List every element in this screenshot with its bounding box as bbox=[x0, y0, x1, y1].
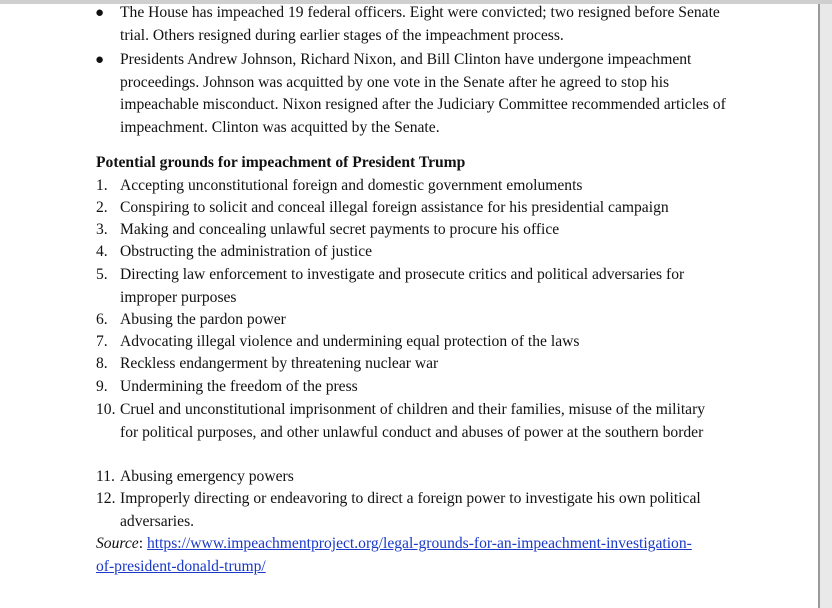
list-text: Improperly directing or endeavoring to direct a foreign power to investigate his own political adversaries. bbox=[120, 490, 701, 530]
source-colon: : bbox=[138, 535, 147, 552]
list-number: 1. bbox=[96, 177, 108, 194]
section-heading: Potential grounds for impeachment of President Trump bbox=[96, 154, 466, 171]
list-item bbox=[96, 264, 720, 309]
source-label: Source bbox=[96, 535, 139, 552]
list-item bbox=[96, 376, 720, 399]
list-text: Obstructing the administration of justice bbox=[120, 243, 373, 260]
bullet-item-house-impeachments bbox=[95, 2, 732, 47]
viewer-gutter bbox=[820, 0, 832, 608]
bullet-text: The House has impeached 19 federal officers. Eight were convicted; two resigned before Senate trial. Others resigned during earlier stages of the impeachment process. bbox=[120, 4, 720, 44]
list-item bbox=[96, 309, 720, 332]
list-number: 3. bbox=[96, 221, 108, 238]
list-text: Abusing the pardon power bbox=[120, 311, 286, 328]
list-item bbox=[96, 488, 720, 533]
list-number: 2. bbox=[96, 199, 108, 216]
list-number: 11. bbox=[96, 468, 115, 485]
list-number: 5. bbox=[96, 266, 108, 283]
list-text: Conspiring to solicit and conceal illegal foreign assistance for his presidential campaign bbox=[120, 199, 669, 216]
list-item bbox=[96, 219, 720, 242]
list-text: Reckless endangerment by threatening nuclear war bbox=[120, 355, 439, 372]
list-number: 8. bbox=[96, 355, 108, 372]
list-item bbox=[96, 353, 720, 376]
bullet-text: Presidents Andrew Johnson, Richard Nixon, and Bill Clinton have undergone impeachment proceedings. Johnson was acquitted by one vote in the Senate after he agreed to stop his impeachable misconduct. Nixon resigned after the Judiciary Committee recommended articles of impeachment. Clinton was acquitted by the Senate. bbox=[120, 51, 726, 136]
bullet-icon: ● bbox=[95, 52, 105, 68]
list-text: Directing law enforcement to investigate and prosecute critics and political adversaries for improper purposes bbox=[120, 266, 685, 306]
list-item bbox=[96, 331, 720, 354]
bullet-item-presidents bbox=[95, 49, 732, 139]
list-text: Undermining the freedom of the press bbox=[120, 378, 358, 395]
list-number: 6. bbox=[96, 311, 108, 328]
list-text: Accepting unconstitutional foreign and domestic government emoluments bbox=[120, 177, 583, 194]
toolbar-edge bbox=[0, 0, 832, 4]
bullet-icon: ● bbox=[95, 5, 105, 21]
list-number: 7. bbox=[96, 333, 108, 350]
list-item bbox=[96, 399, 720, 444]
list-text: Making and concealing unlawful secret payments to procure his office bbox=[120, 221, 560, 238]
source-citation bbox=[96, 533, 696, 578]
list-text: Advocating illegal violence and undermining equal protection of the laws bbox=[120, 333, 580, 350]
list-number: 4. bbox=[96, 243, 108, 260]
list-number: 10. bbox=[96, 401, 116, 418]
list-item bbox=[96, 175, 720, 198]
list-item bbox=[96, 466, 720, 489]
list-text: Abusing emergency powers bbox=[120, 468, 294, 485]
list-number: 12. bbox=[96, 490, 116, 507]
list-number: 9. bbox=[96, 378, 108, 395]
source-link[interactable]: https://www.impeachmentproject.org/legal-grounds-for-an-impeachment-investigation-of-president-donald-trump/ bbox=[96, 535, 692, 575]
list-text: Cruel and unconstitutional imprisonment of children and their families, misuse of the military for political purposes, and other unlawful conduct and abuses of power at the southern border bbox=[120, 401, 706, 441]
list-item bbox=[96, 241, 720, 264]
list-item bbox=[96, 197, 720, 220]
